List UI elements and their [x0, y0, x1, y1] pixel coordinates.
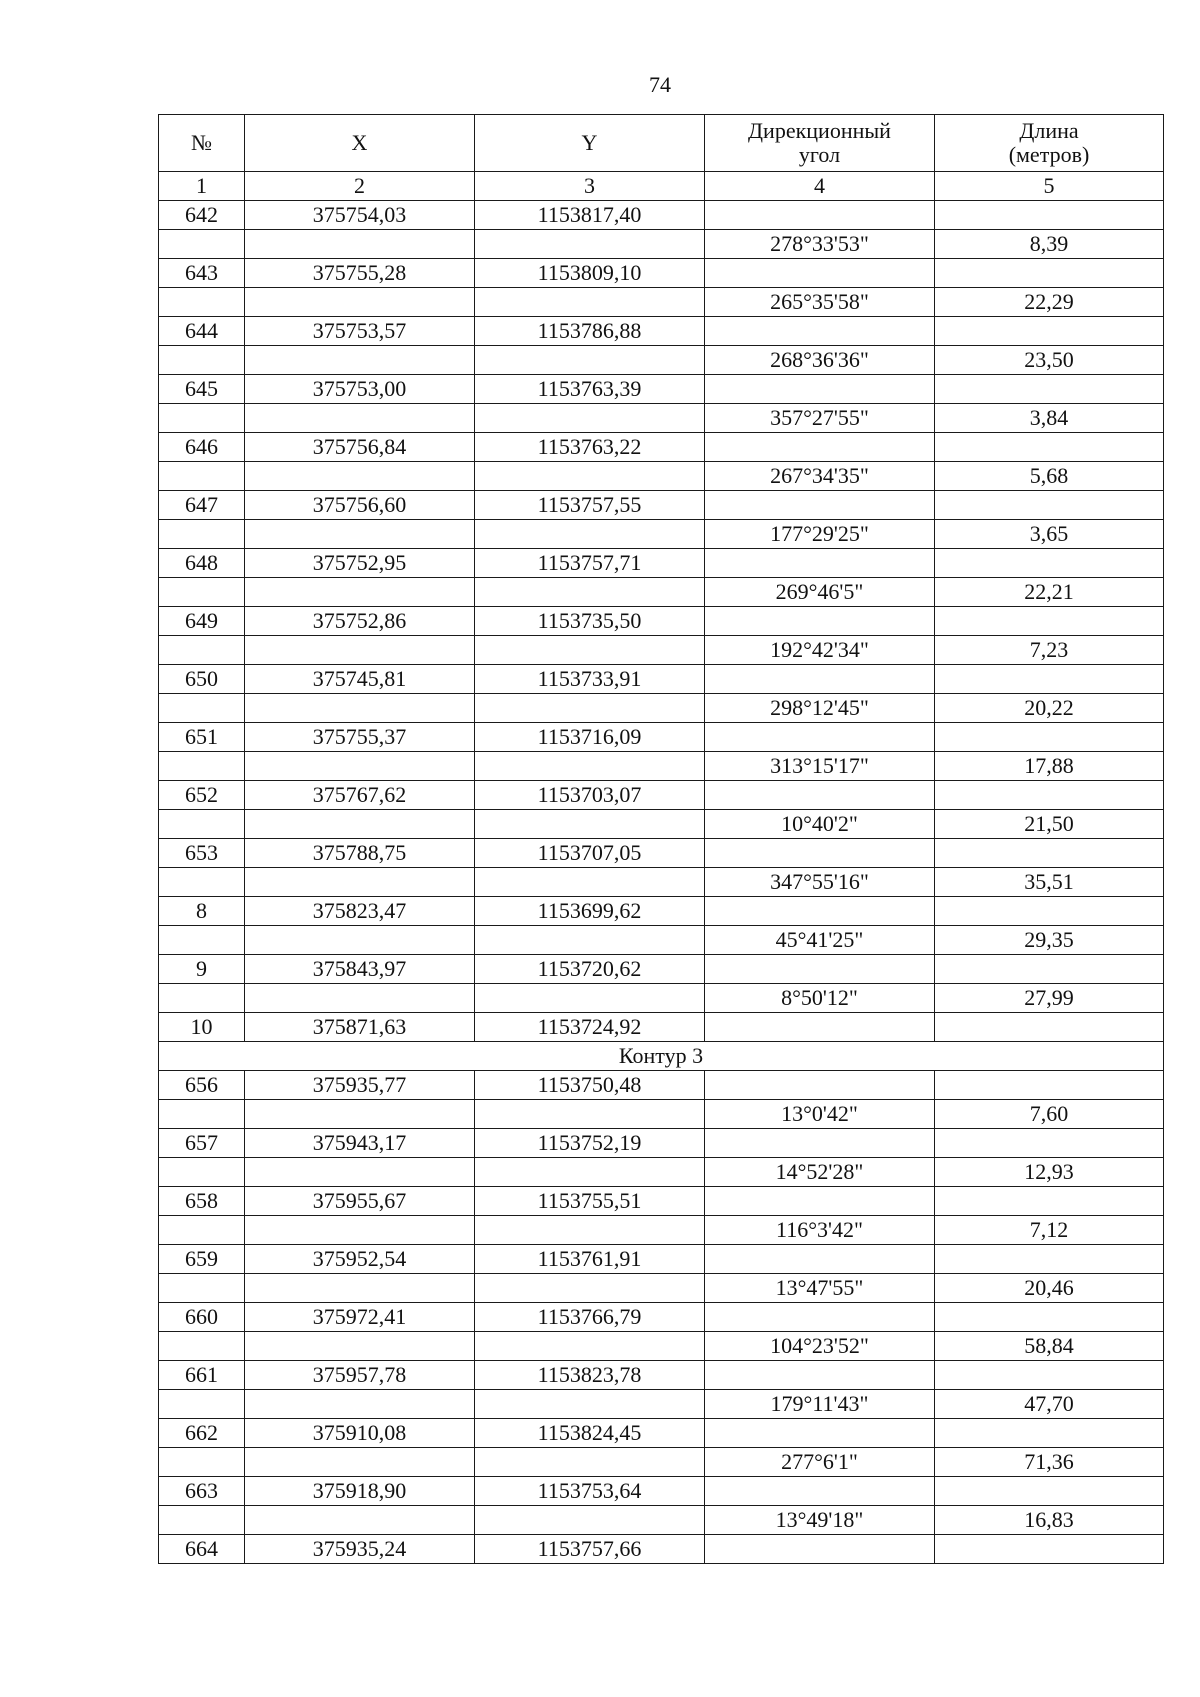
segment-direction-angle: 13°0'42" [705, 1100, 935, 1129]
point-x: 375754,03 [245, 201, 475, 230]
empty-cell [705, 259, 935, 288]
empty-cell [705, 1477, 935, 1506]
empty-cell [475, 288, 705, 317]
point-number: 652 [159, 781, 245, 810]
column-number: 5 [935, 172, 1164, 201]
empty-cell [159, 926, 245, 955]
empty-cell [705, 491, 935, 520]
segment-row [159, 926, 1164, 955]
point-y: 1153761,91 [475, 1245, 705, 1274]
segment-row [159, 578, 1164, 607]
point-x: 375752,86 [245, 607, 475, 636]
point-row [159, 781, 1164, 810]
point-x: 375957,78 [245, 1361, 475, 1390]
point-x: 375756,84 [245, 433, 475, 462]
empty-cell [245, 520, 475, 549]
empty-cell [705, 433, 935, 462]
empty-cell [245, 1448, 475, 1477]
empty-cell [475, 810, 705, 839]
point-x: 375755,37 [245, 723, 475, 752]
segment-direction-angle: 13°49'18" [705, 1506, 935, 1535]
empty-cell [159, 1274, 245, 1303]
header-x: X [245, 115, 475, 172]
point-row [159, 259, 1164, 288]
point-number: 664 [159, 1535, 245, 1564]
empty-cell [935, 1477, 1164, 1506]
empty-cell [705, 665, 935, 694]
column-number: 4 [705, 172, 935, 201]
point-y: 1153750,48 [475, 1071, 705, 1100]
empty-cell [935, 839, 1164, 868]
segment-row [159, 346, 1164, 375]
segment-direction-angle: 10°40'2" [705, 810, 935, 839]
point-y: 1153757,71 [475, 549, 705, 578]
empty-cell [475, 1448, 705, 1477]
segment-length: 3,84 [935, 404, 1164, 433]
point-number: 656 [159, 1071, 245, 1100]
section-title: Контур 3 [159, 1042, 1164, 1071]
empty-cell [475, 1158, 705, 1187]
empty-cell [245, 810, 475, 839]
empty-cell [475, 520, 705, 549]
empty-cell [475, 1100, 705, 1129]
header-y: Y [475, 115, 705, 172]
point-number: 650 [159, 665, 245, 694]
point-number: 647 [159, 491, 245, 520]
segment-length: 29,35 [935, 926, 1164, 955]
empty-cell [935, 1245, 1164, 1274]
empty-cell [159, 1390, 245, 1419]
point-y: 1153757,66 [475, 1535, 705, 1564]
segment-length: 22,29 [935, 288, 1164, 317]
segment-row [159, 404, 1164, 433]
point-y: 1153824,45 [475, 1419, 705, 1448]
empty-cell [245, 868, 475, 897]
point-row [159, 491, 1164, 520]
empty-cell [935, 723, 1164, 752]
segment-length: 71,36 [935, 1448, 1164, 1477]
segment-direction-angle: 277°6'1" [705, 1448, 935, 1477]
segment-row [159, 1332, 1164, 1361]
point-number: 644 [159, 317, 245, 346]
empty-cell [935, 1535, 1164, 1564]
segment-direction-angle: 14°52'28" [705, 1158, 935, 1187]
empty-cell [245, 288, 475, 317]
segment-direction-angle: 177°29'25" [705, 520, 935, 549]
segment-row [159, 1216, 1164, 1245]
empty-cell [159, 810, 245, 839]
segment-length: 27,99 [935, 984, 1164, 1013]
header-direction-angle [705, 115, 935, 172]
point-x: 375843,97 [245, 955, 475, 984]
point-row [159, 839, 1164, 868]
empty-cell [245, 1158, 475, 1187]
segment-length: 21,50 [935, 810, 1164, 839]
empty-cell [705, 897, 935, 926]
coordinates-table [158, 114, 1164, 1564]
point-y: 1153733,91 [475, 665, 705, 694]
empty-cell [475, 1332, 705, 1361]
point-row [159, 607, 1164, 636]
empty-cell [935, 1303, 1164, 1332]
empty-cell [245, 1506, 475, 1535]
empty-cell [245, 984, 475, 1013]
empty-cell [705, 201, 935, 230]
empty-cell [705, 1245, 935, 1274]
point-x: 375952,54 [245, 1245, 475, 1274]
empty-cell [705, 317, 935, 346]
empty-cell [245, 694, 475, 723]
segment-length: 20,22 [935, 694, 1164, 723]
segment-direction-angle: 268°36'36" [705, 346, 935, 375]
point-number: 9 [159, 955, 245, 984]
column-number: 3 [475, 172, 705, 201]
empty-cell [935, 433, 1164, 462]
empty-cell [159, 868, 245, 897]
empty-cell [159, 1100, 245, 1129]
point-row [159, 1419, 1164, 1448]
point-row [159, 723, 1164, 752]
point-row [159, 549, 1164, 578]
segment-direction-angle: 357°27'55" [705, 404, 935, 433]
header-direction-angle-line1: Дирекционный [748, 118, 891, 143]
segment-row [159, 1448, 1164, 1477]
empty-cell [159, 1216, 245, 1245]
empty-cell [475, 1216, 705, 1245]
column-numbers-row [159, 172, 1164, 201]
segment-direction-angle: 45°41'25" [705, 926, 935, 955]
empty-cell [475, 230, 705, 259]
point-number: 649 [159, 607, 245, 636]
empty-cell [705, 1419, 935, 1448]
empty-cell [159, 346, 245, 375]
point-number: 660 [159, 1303, 245, 1332]
empty-cell [159, 1158, 245, 1187]
point-row [159, 1071, 1164, 1100]
empty-cell [475, 462, 705, 491]
point-y: 1153707,05 [475, 839, 705, 868]
empty-cell [935, 259, 1164, 288]
point-number: 645 [159, 375, 245, 404]
point-x: 375788,75 [245, 839, 475, 868]
point-number: 646 [159, 433, 245, 462]
empty-cell [935, 201, 1164, 230]
column-number: 2 [245, 172, 475, 201]
empty-cell [159, 404, 245, 433]
empty-cell [245, 1100, 475, 1129]
header-length-line2: (метров) [1008, 142, 1090, 167]
point-y: 1153724,92 [475, 1013, 705, 1042]
segment-row [159, 288, 1164, 317]
point-number: 658 [159, 1187, 245, 1216]
empty-cell [159, 636, 245, 665]
segment-direction-angle: 278°33'53" [705, 230, 935, 259]
point-y: 1153720,62 [475, 955, 705, 984]
segment-length: 17,88 [935, 752, 1164, 781]
empty-cell [159, 1332, 245, 1361]
empty-cell [245, 1332, 475, 1361]
segment-row [159, 1100, 1164, 1129]
table-body [159, 201, 1164, 1564]
segment-row [159, 868, 1164, 897]
empty-cell [245, 1390, 475, 1419]
segment-row [159, 462, 1164, 491]
segment-length: 7,23 [935, 636, 1164, 665]
empty-cell [159, 520, 245, 549]
empty-cell [935, 1013, 1164, 1042]
header-length-line1: Длина [1019, 118, 1079, 143]
segment-row [159, 520, 1164, 549]
segment-row [159, 230, 1164, 259]
point-y: 1153703,07 [475, 781, 705, 810]
segment-length: 20,46 [935, 1274, 1164, 1303]
point-number: 653 [159, 839, 245, 868]
point-y: 1153699,62 [475, 897, 705, 926]
point-row [159, 1129, 1164, 1158]
point-x: 375935,77 [245, 1071, 475, 1100]
empty-cell [475, 1390, 705, 1419]
point-y: 1153763,39 [475, 375, 705, 404]
point-row [159, 1535, 1164, 1564]
segment-direction-angle: 267°34'35" [705, 462, 935, 491]
empty-cell [475, 1506, 705, 1535]
segment-direction-angle: 116°3'42" [705, 1216, 935, 1245]
empty-cell [935, 1361, 1164, 1390]
empty-cell [935, 665, 1164, 694]
segment-row [159, 810, 1164, 839]
point-number: 657 [159, 1129, 245, 1158]
segment-row [159, 636, 1164, 665]
empty-cell [245, 1216, 475, 1245]
point-x: 375935,24 [245, 1535, 475, 1564]
empty-cell [935, 491, 1164, 520]
empty-cell [245, 230, 475, 259]
segment-row [159, 1390, 1164, 1419]
segment-length: 22,21 [935, 578, 1164, 607]
point-y: 1153753,64 [475, 1477, 705, 1506]
point-x: 375972,41 [245, 1303, 475, 1332]
segment-length: 12,93 [935, 1158, 1164, 1187]
empty-cell [245, 346, 475, 375]
segment-length: 58,84 [935, 1332, 1164, 1361]
point-x: 375871,63 [245, 1013, 475, 1042]
segment-length: 7,60 [935, 1100, 1164, 1129]
point-row [159, 955, 1164, 984]
point-y: 1153786,88 [475, 317, 705, 346]
empty-cell [935, 317, 1164, 346]
empty-cell [705, 1187, 935, 1216]
point-row [159, 1187, 1164, 1216]
empty-cell [159, 1506, 245, 1535]
empty-cell [475, 984, 705, 1013]
segment-direction-angle: 269°46'5" [705, 578, 935, 607]
section-row [159, 1042, 1164, 1071]
empty-cell [705, 1535, 935, 1564]
point-row [159, 433, 1164, 462]
segment-direction-angle: 13°47'55" [705, 1274, 935, 1303]
segment-direction-angle: 179°11'43" [705, 1390, 935, 1419]
segment-row [159, 984, 1164, 1013]
empty-cell [159, 288, 245, 317]
empty-cell [475, 694, 705, 723]
point-y: 1153716,09 [475, 723, 705, 752]
point-number: 8 [159, 897, 245, 926]
header-number: № [159, 115, 245, 172]
empty-cell [245, 926, 475, 955]
point-row [159, 1477, 1164, 1506]
empty-cell [475, 636, 705, 665]
point-number: 10 [159, 1013, 245, 1042]
point-number: 642 [159, 201, 245, 230]
segment-row [159, 1158, 1164, 1187]
point-x: 375918,90 [245, 1477, 475, 1506]
point-x: 375823,47 [245, 897, 475, 926]
segment-length: 35,51 [935, 868, 1164, 897]
segment-length: 5,68 [935, 462, 1164, 491]
segment-length: 23,50 [935, 346, 1164, 375]
point-y: 1153755,51 [475, 1187, 705, 1216]
segment-row [159, 694, 1164, 723]
point-number: 661 [159, 1361, 245, 1390]
segment-direction-angle: 298°12'45" [705, 694, 935, 723]
empty-cell [935, 1187, 1164, 1216]
empty-cell [935, 607, 1164, 636]
point-x: 375767,62 [245, 781, 475, 810]
empty-cell [705, 955, 935, 984]
point-row [159, 897, 1164, 926]
segment-length: 47,70 [935, 1390, 1164, 1419]
point-x: 375910,08 [245, 1419, 475, 1448]
point-x: 375755,28 [245, 259, 475, 288]
point-y: 1153823,78 [475, 1361, 705, 1390]
point-number: 651 [159, 723, 245, 752]
empty-cell [245, 462, 475, 491]
header-row [159, 115, 1164, 172]
point-y: 1153766,79 [475, 1303, 705, 1332]
empty-cell [245, 1274, 475, 1303]
empty-cell [935, 1419, 1164, 1448]
point-row [159, 375, 1164, 404]
empty-cell [935, 781, 1164, 810]
empty-cell [935, 375, 1164, 404]
point-x: 375753,57 [245, 317, 475, 346]
empty-cell [705, 375, 935, 404]
point-x: 375745,81 [245, 665, 475, 694]
empty-cell [245, 636, 475, 665]
empty-cell [159, 984, 245, 1013]
empty-cell [245, 752, 475, 781]
page-number: 74 [649, 72, 671, 97]
segment-direction-angle: 313°15'17" [705, 752, 935, 781]
point-x: 375756,60 [245, 491, 475, 520]
segment-direction-angle: 104°23'52" [705, 1332, 935, 1361]
point-y: 1153763,22 [475, 433, 705, 462]
empty-cell [245, 404, 475, 433]
header-direction-angle-line2: угол [798, 142, 841, 167]
empty-cell [475, 752, 705, 781]
segment-direction-angle: 192°42'34" [705, 636, 935, 665]
empty-cell [935, 897, 1164, 926]
point-x: 375943,17 [245, 1129, 475, 1158]
empty-cell [705, 1129, 935, 1158]
point-x: 375752,95 [245, 549, 475, 578]
point-row [159, 201, 1164, 230]
header-length [935, 115, 1164, 172]
point-y: 1153735,50 [475, 607, 705, 636]
empty-cell [705, 781, 935, 810]
table-header [159, 115, 1164, 201]
empty-cell [705, 1361, 935, 1390]
point-x: 375753,00 [245, 375, 475, 404]
segment-row [159, 752, 1164, 781]
empty-cell [935, 1129, 1164, 1158]
point-y: 1153757,55 [475, 491, 705, 520]
empty-cell [705, 1071, 935, 1100]
point-y: 1153809,10 [475, 259, 705, 288]
empty-cell [475, 926, 705, 955]
point-number: 662 [159, 1419, 245, 1448]
empty-cell [245, 578, 475, 607]
point-row [159, 317, 1164, 346]
point-number: 643 [159, 259, 245, 288]
segment-length: 3,65 [935, 520, 1164, 549]
segment-direction-angle: 347°55'16" [705, 868, 935, 897]
segment-direction-angle: 265°35'58" [705, 288, 935, 317]
segment-length: 8,39 [935, 230, 1164, 259]
empty-cell [475, 346, 705, 375]
point-row [159, 1013, 1164, 1042]
empty-cell [159, 578, 245, 607]
empty-cell [705, 839, 935, 868]
empty-cell [475, 404, 705, 433]
point-x: 375955,67 [245, 1187, 475, 1216]
segment-row [159, 1274, 1164, 1303]
segment-length: 16,83 [935, 1506, 1164, 1535]
point-number: 659 [159, 1245, 245, 1274]
empty-cell [475, 1274, 705, 1303]
segment-direction-angle: 8°50'12" [705, 984, 935, 1013]
empty-cell [159, 1448, 245, 1477]
empty-cell [475, 868, 705, 897]
empty-cell [705, 549, 935, 578]
empty-cell [475, 578, 705, 607]
point-row [159, 665, 1164, 694]
empty-cell [705, 723, 935, 752]
segment-row [159, 1506, 1164, 1535]
point-y: 1153817,40 [475, 201, 705, 230]
empty-cell [705, 607, 935, 636]
point-row [159, 1303, 1164, 1332]
point-y: 1153752,19 [475, 1129, 705, 1158]
point-row [159, 1361, 1164, 1390]
empty-cell [159, 462, 245, 491]
empty-cell [159, 694, 245, 723]
empty-cell [935, 1071, 1164, 1100]
point-number: 648 [159, 549, 245, 578]
empty-cell [705, 1303, 935, 1332]
empty-cell [705, 1013, 935, 1042]
point-row [159, 1245, 1164, 1274]
column-number: 1 [159, 172, 245, 201]
point-number: 663 [159, 1477, 245, 1506]
empty-cell [159, 752, 245, 781]
empty-cell [159, 230, 245, 259]
empty-cell [935, 549, 1164, 578]
segment-length: 7,12 [935, 1216, 1164, 1245]
empty-cell [935, 955, 1164, 984]
